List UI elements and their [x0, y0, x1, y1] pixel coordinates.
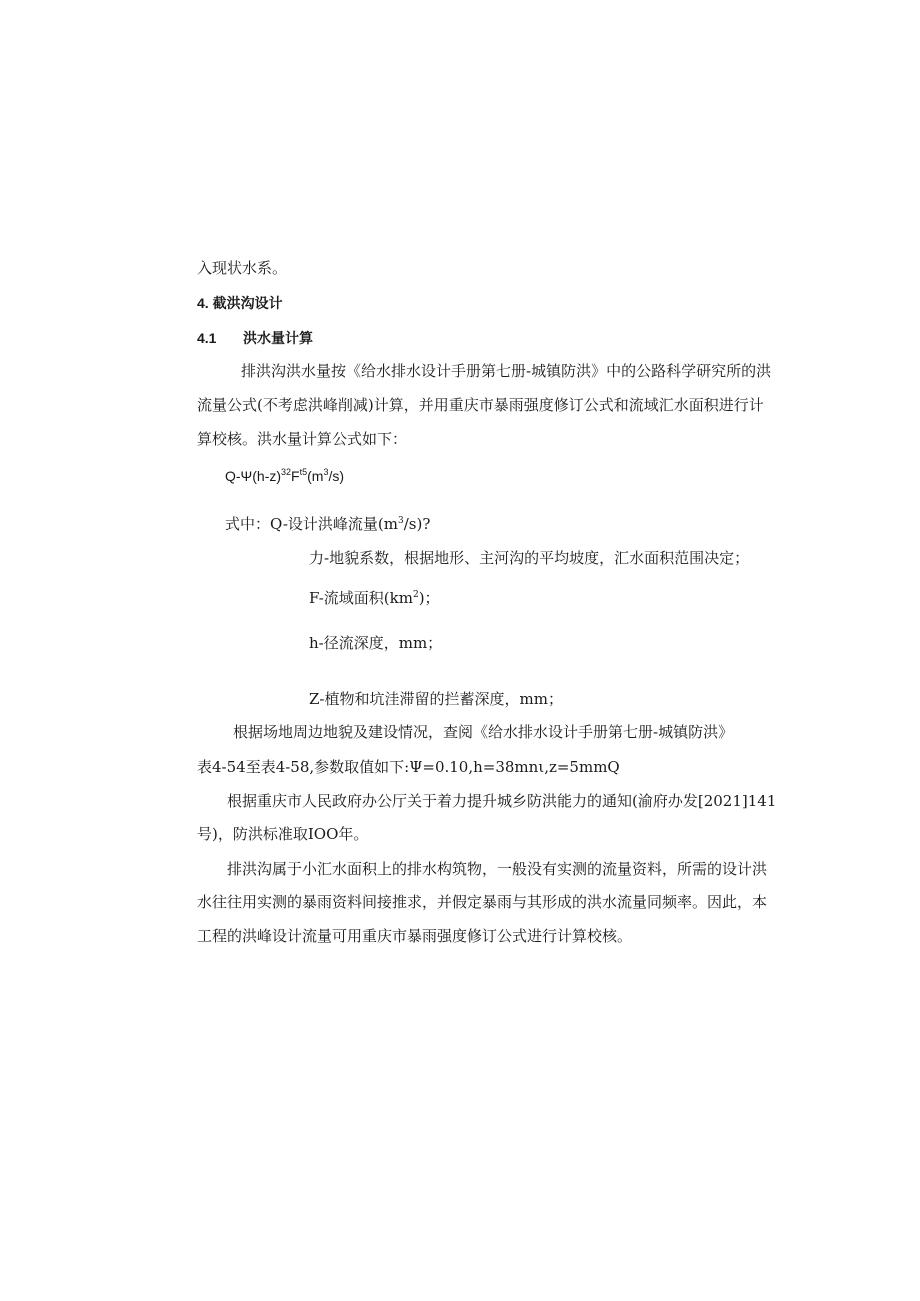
- paragraph-1-line-1: 排洪沟洪水量按《给水排水设计手册第七册-城镇防洪》中的公路科学研究所的洪: [241, 362, 772, 380]
- subsection-title: 洪水量计算: [243, 330, 313, 346]
- where-item-h: h-径流深度，mm；: [309, 634, 443, 652]
- formula-part-1: Q-Ψ(h-z): [225, 468, 282, 484]
- paragraph-4-line-1: 排洪沟属于小汇水面积上的排水构筑物，一般没有实测的流量资料，所需的设计洪: [227, 860, 768, 878]
- flood-formula: [225, 466, 344, 486]
- section-title: 截洪沟设计: [212, 295, 283, 311]
- formula-exponent-3: 3: [323, 467, 329, 477]
- formula-part-4: /s): [328, 468, 345, 484]
- formula-exponent-1: 32: [281, 467, 292, 477]
- paragraph-4-line-3: 工程的洪峰设计流量可用重庆市暴雨强度修订公式进行计算校核。: [197, 927, 633, 945]
- where-intro-unit: /s)?: [403, 515, 431, 533]
- paragraph-1-line-3: 算校核。洪水量计算公式如下：: [197, 430, 408, 448]
- subsection-number: 4.1: [197, 330, 217, 346]
- formula-part-2: F: [291, 468, 300, 484]
- section-heading-4-1: [197, 328, 313, 348]
- section-heading-4: [197, 293, 283, 313]
- where-intro: [225, 514, 430, 534]
- where-item-f-text: F-流域面积(km: [309, 589, 413, 607]
- paragraph-2-line-2: 表4-54至表4-58,参数取值如下:Ψ=0.10,h=38mnι,z=5mmQ: [197, 758, 620, 776]
- where-item-psi: 力-地貌系数，根据地形、主河沟的平均坡度，汇水面积范围决定；: [309, 549, 750, 567]
- where-item-f-unit: )；: [418, 589, 440, 607]
- formula-exponent-2: t5: [299, 467, 308, 477]
- paragraph-3-line-2: 号)，防洪标准取IOO年。: [197, 825, 369, 843]
- paragraph-3-line-1: 根据重庆市人民政府办公厅关于着力提升城乡防洪能力的通知(渝府办发[2021]141: [227, 792, 777, 810]
- top-fragment: 入现状水系。: [197, 259, 288, 277]
- where-intro-text: 式中：Q-设计洪峰流量(m: [225, 515, 398, 533]
- paragraph-2-line-1: 根据场地周边地貌及建设情况，查阅《给水排水设计手册第七册-城镇防洪》: [233, 723, 734, 741]
- paragraph-1-line-2: 流量公式(不考虑洪峰削减)计算，并用重庆市暴雨强度修订公式和流域汇水面积进行计: [197, 396, 764, 414]
- where-item-f-exponent: 2: [412, 590, 419, 600]
- where-item-f: [309, 588, 440, 608]
- paragraph-4-line-2: 水往往用实测的暴雨资料间接推求，并假定暴雨与其形成的洪水流量同频率。因此，本: [197, 893, 768, 911]
- where-item-z: Z-植物和坑洼滞留的拦蓄深度，mm；: [309, 690, 563, 708]
- formula-part-3: (m: [307, 468, 324, 484]
- section-number: 4.: [197, 295, 209, 311]
- where-intro-exponent: 3: [398, 516, 404, 526]
